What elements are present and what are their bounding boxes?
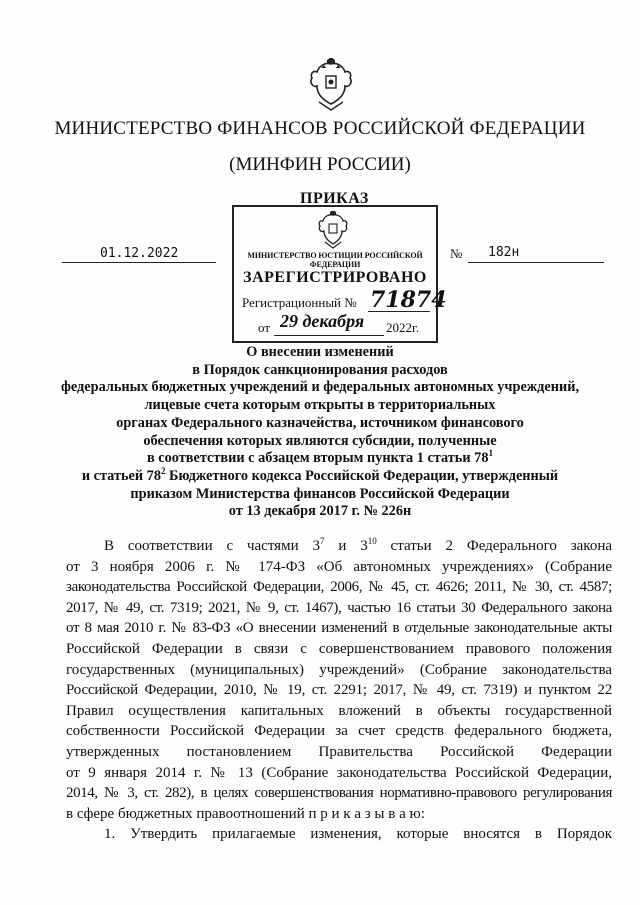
- order-subject: [40, 344, 600, 521]
- document-type: ПРИКАЗ: [300, 190, 369, 207]
- body-superscript: 7: [319, 536, 325, 546]
- body-line: 1. Утвердить прилагаемые изменения, которые вносятся в Порядок: [104, 826, 612, 843]
- body-line: законодательства Российской Федерации, 2006, № 45, ст. 4626; 2011, № 30, ст. 4587;: [66, 579, 612, 596]
- coat-of-arms-icon: [307, 58, 355, 112]
- body-line: Правил осуществления капитальных вложений в объекты государственной: [66, 702, 612, 719]
- stamp-coat-of-arms-icon: [316, 211, 350, 249]
- subject-line: лицевые счета которым открыты в территориальных: [144, 397, 496, 414]
- subject-line: федеральных бюджетных учреждений и федеральных автономных учреждений,: [60, 379, 580, 396]
- body-line: в сфере бюджетных правоотношений п р и к а з ы в а ю:: [66, 805, 425, 822]
- stamp-date-prefix: от: [258, 320, 271, 335]
- subject-text: в соответствии с абзацем вторым пункта 1 статьи 78: [147, 450, 489, 467]
- subject-line: от 13 декабря 2017 г. № 226н: [228, 503, 412, 520]
- stamp-reg-number-label: Регистрационный №: [242, 295, 357, 310]
- body-line: от 3 ноября 2006 г. № 174-ФЗ «Об автономных учреждениях» (Собрание: [66, 558, 612, 575]
- body-text: В соответствии с частями 3: [104, 538, 320, 554]
- body-line: от 9 января 2014 г. № 13 (Собрание законодательства Российской Федерации,: [66, 764, 612, 781]
- order-number: 182н: [488, 245, 520, 260]
- subject-text: Бюджетного кодекса Российской Федерации, утвержденный: [165, 467, 559, 484]
- body-line: 2014, № 3, ст. 282), в целях совершенствования нормативно-правового регулирования: [66, 785, 612, 802]
- order-date-underline: [62, 262, 216, 263]
- ministry-name: МИНИСТЕРСТВО ФИНАНСОВ РОССИЙСКОЙ ФЕДЕРАЦИИ: [54, 118, 586, 139]
- subject-line: в Порядок санкционирования расходов: [192, 361, 448, 378]
- subject-superscript: 2: [160, 465, 166, 476]
- subject-text: и статьей 78: [81, 467, 161, 484]
- stamp-registered: ЗАРЕГИСТРИРОВАНО: [243, 269, 427, 286]
- subject-line: обеспечения которых являются субсидии, полученные: [143, 432, 497, 449]
- subject-line: [40, 465, 600, 486]
- stamp-header: МИНИСТЕРСТВО ЮСТИЦИИ РОССИЙСКОЙ ФЕДЕРАЦИИ: [247, 251, 423, 269]
- body-superscript: 10: [367, 536, 377, 546]
- order-number-label: №: [450, 246, 463, 261]
- subject-line: [40, 450, 600, 468]
- body-line: 2017, № 49, ст. 7319; 2021, № 9, ст. 1467), частью 16 статьи 30 Федерального закона: [66, 599, 612, 616]
- body-line: государственных (муниципальных) учреждений» (Собрание законодательства: [66, 661, 612, 678]
- subject-line: О внесении изменений: [246, 344, 394, 360]
- body-line: от 8 мая 2010 г. № 83-ФЗ «О внесении изменений в отдельные законодательные акты: [66, 620, 612, 637]
- body-text: статьи 2 Федерального закона: [376, 538, 613, 554]
- order-number-underline: [468, 262, 604, 263]
- subject-line: приказом Министерства финансов Российской Федерации: [130, 485, 510, 502]
- order-date: 01.12.2022: [100, 246, 179, 261]
- body-line: утвержденных постановлением Правительства Российской Федерации: [66, 743, 612, 760]
- ministry-short-name: (МИНФИН РОССИИ): [229, 154, 411, 175]
- body-line: Российской Федерации, 2010, № 19, ст. 2291; 2017, № 49, ст. 7319) и пунктом 22: [66, 682, 612, 699]
- subject-line: органах Федерального казначейства, источником финансового: [116, 414, 524, 431]
- body-text: и 3: [324, 538, 368, 554]
- registration-stamp: [232, 205, 447, 343]
- stamp-year: 2022г.: [386, 320, 420, 335]
- stamp-reg-number: 71874: [370, 287, 447, 313]
- stamp-date-handwritten: 29 декабря: [280, 311, 365, 331]
- body-line: собственности Российской Федерации за счет средств федерального бюджета,: [66, 723, 612, 740]
- stamp-date-underline: [274, 335, 384, 336]
- body-line: [66, 536, 612, 557]
- subject-superscript: 1: [488, 448, 493, 459]
- body-line: Российской Федерации в связи с совершенствованием правового положения: [66, 640, 612, 657]
- order-body: [66, 536, 612, 845]
